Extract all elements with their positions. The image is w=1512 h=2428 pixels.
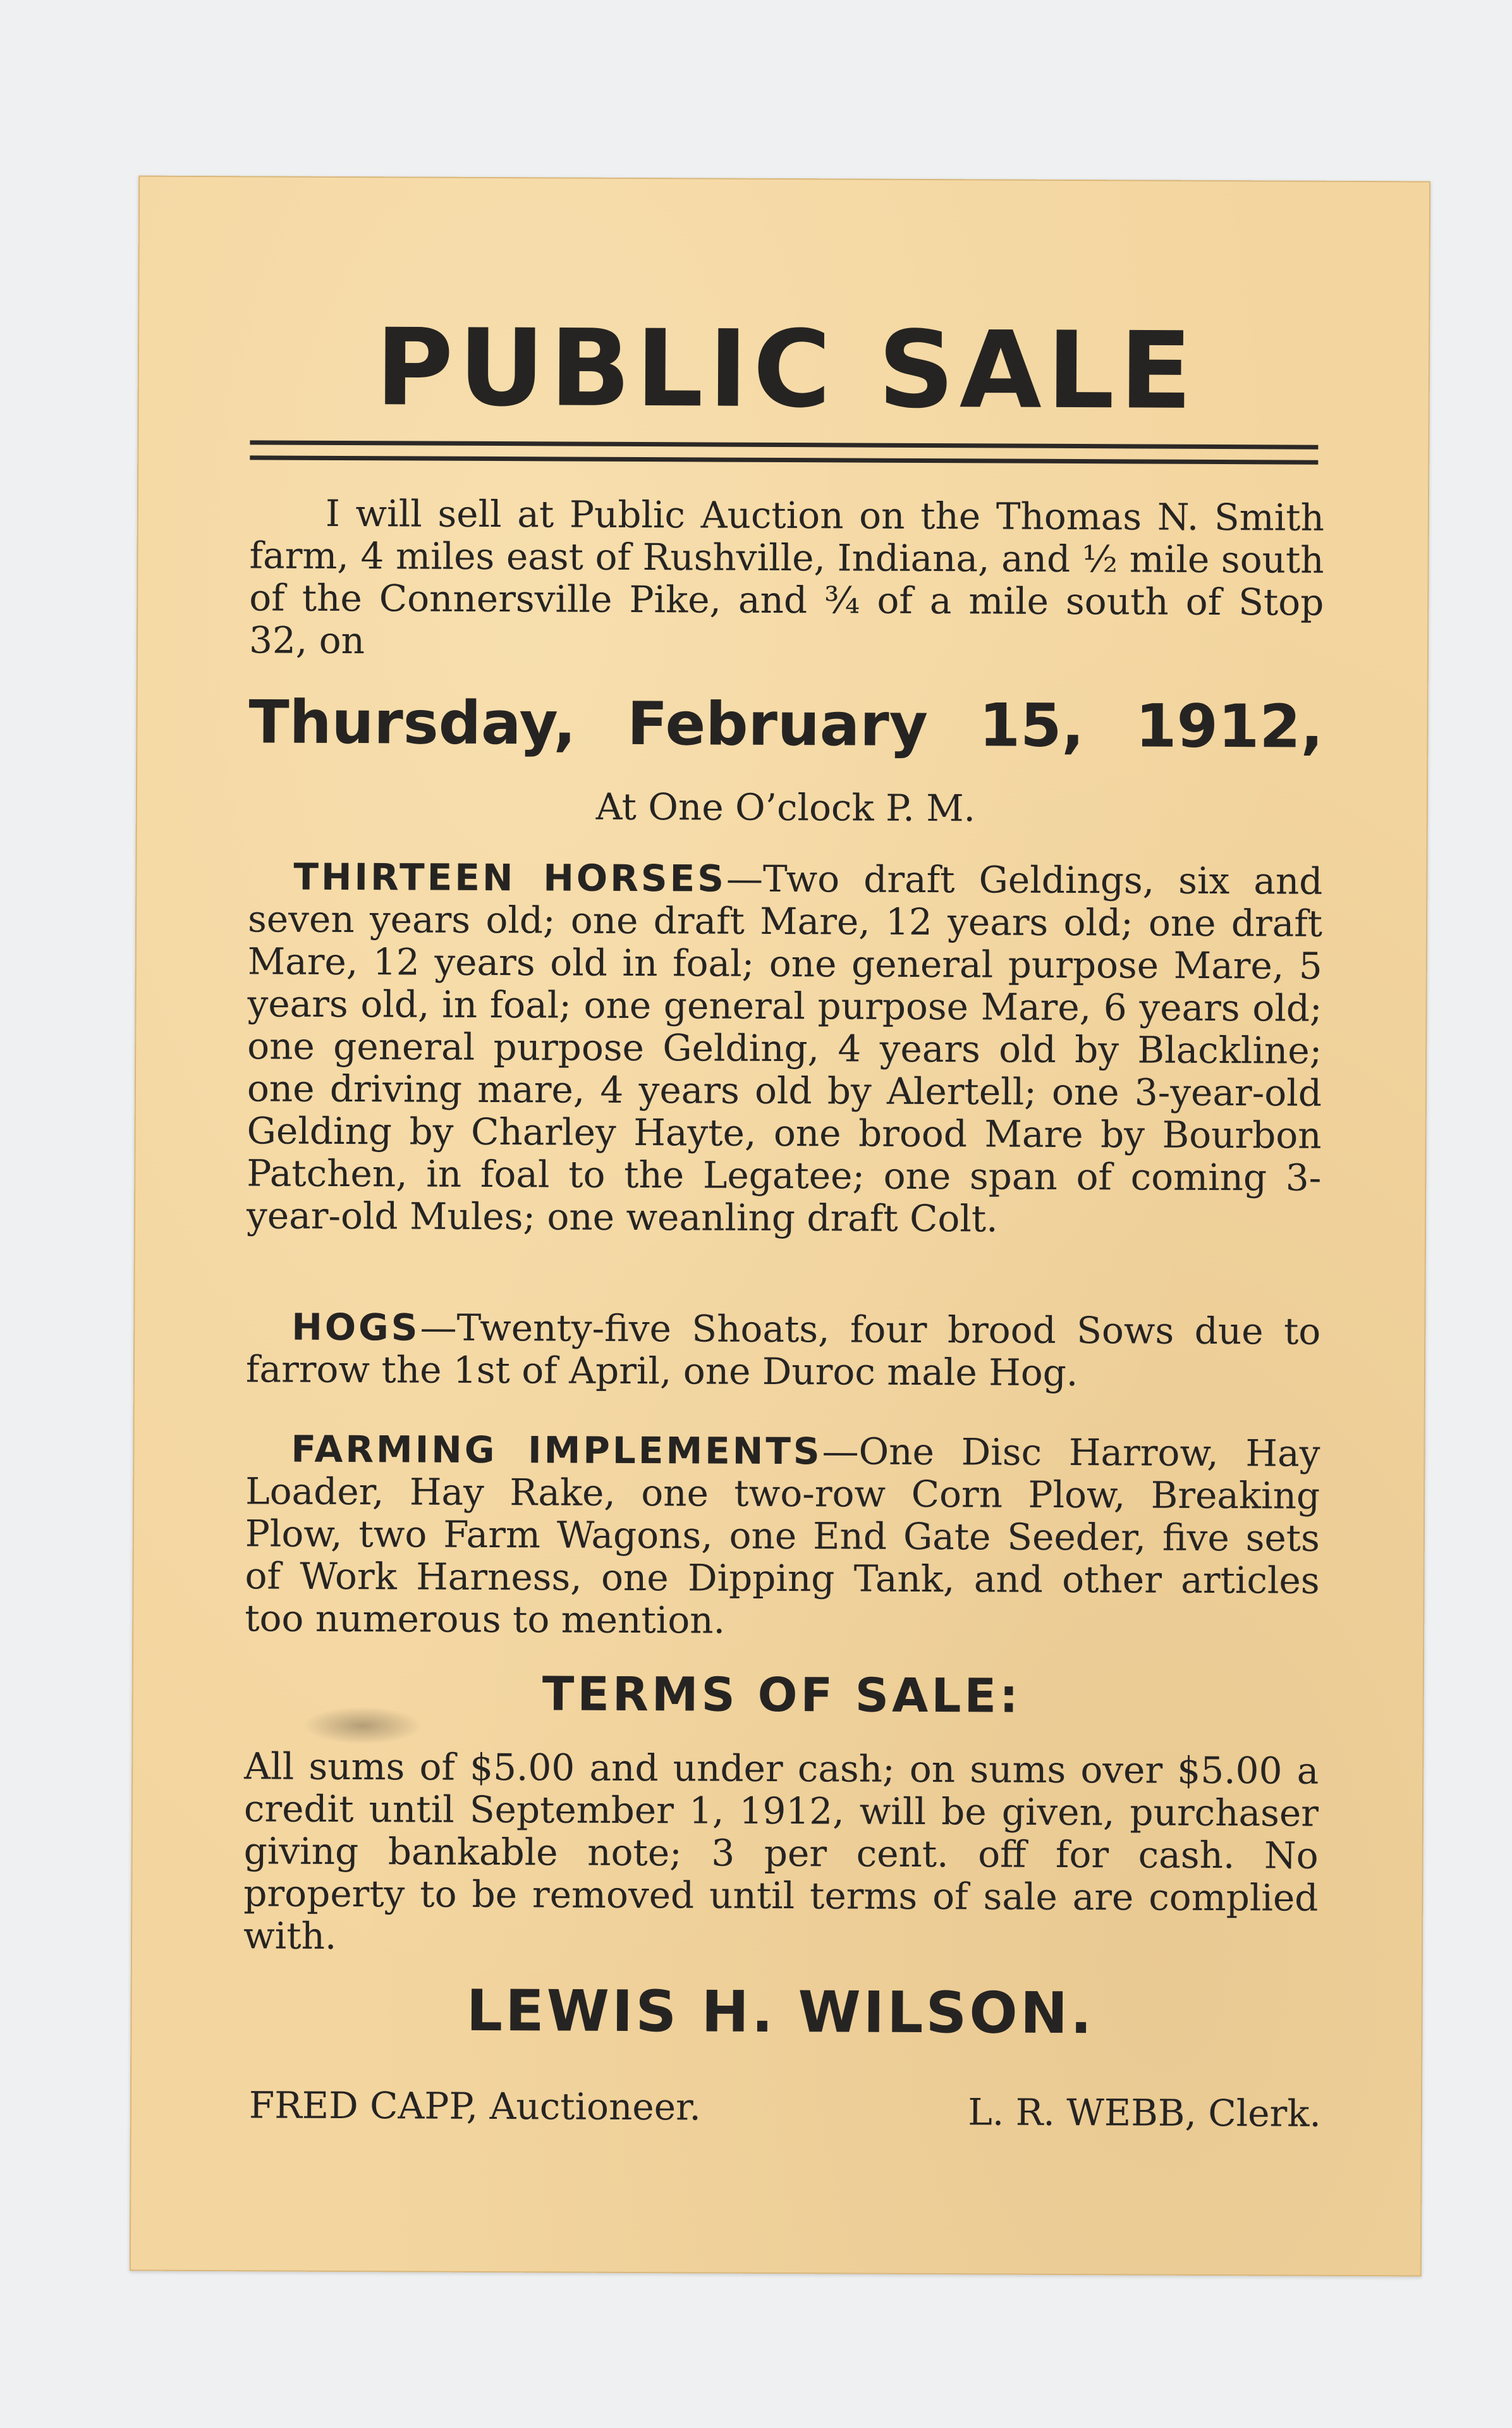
implements-section — [245, 1428, 1320, 1644]
intro-paragraph: I will sell at Public Auction on the Thomas N. Smith farm, 4 miles east of Rushville, Indiana, and ½ mile south of the Connersville Pike, and ¾ of a mile south of Stop 32, on — [248, 491, 1325, 663]
auctioneer-credit: FRED CAPP, Auctioneer. — [248, 2083, 701, 2129]
horses-text: —Two draft Geldings, six and seven years old; one draft Mare, 12 years old; one draft Mare, 12 years old in foal; one general purpose Mare, 5 years old, in foal; one general purpose Mare, 6 years old; one general purpose Gelding, 4 years old by Blackline; one driving mare, 4 years old by Alertell; one 3-year-old Gelding by Charley Hayte, one brood Mare by Bourbon Patchen, in foal to the Legatee; one span of coming 3-year-old Mules; one weanling draft Colt. — [246, 857, 1323, 1241]
sale-date: Thursday, February 15, 1912, — [248, 688, 1324, 762]
sale-time: At One O’clock P. M. — [595, 785, 976, 830]
poster-title: PUBLIC SALE — [375, 305, 1198, 433]
ink-smudge — [302, 1707, 422, 1745]
horses-section — [247, 855, 1323, 1241]
clerk-credit: L. R. WEBB, Clerk. — [968, 2090, 1322, 2135]
hogs-heading: HOGS — [291, 1305, 420, 1349]
horses-heading: THIRTEEN HORSES — [293, 855, 727, 900]
terms-heading: TERMS OF SALE: — [542, 1667, 1021, 1724]
implements-heading: FARMING IMPLEMENTS — [291, 1427, 822, 1473]
implements-text: —One Disc Harrow, Hay Loader, Hay Rake, one two-row Corn Plow, Breaking Plow, two Farm Wagons, one End Gate Seeder, five sets of Work Harness, one Dipping Tank, and other articles too numerous to mention. — [245, 1430, 1320, 1642]
hogs-text: —Twenty-five Shoats, four brood Sows due to farrow the 1st of April, one Duroc male Hog. — [245, 1306, 1321, 1395]
terms-text: All sums of $5.00 and under cash; on sums over $5.00 a credit until September 1, 1912, will be given, purchaser giving bankable note; 3 per cent. off for cash. No property to be removed until terms of sale are complied with. — [243, 1744, 1319, 1958]
title-rule-top — [250, 440, 1318, 449]
title-rule-bottom — [250, 455, 1318, 464]
sale-bill-card — [130, 176, 1430, 2277]
hogs-section — [246, 1306, 1321, 1395]
seller-name: LEWIS H. WILSON. — [466, 1977, 1095, 2047]
